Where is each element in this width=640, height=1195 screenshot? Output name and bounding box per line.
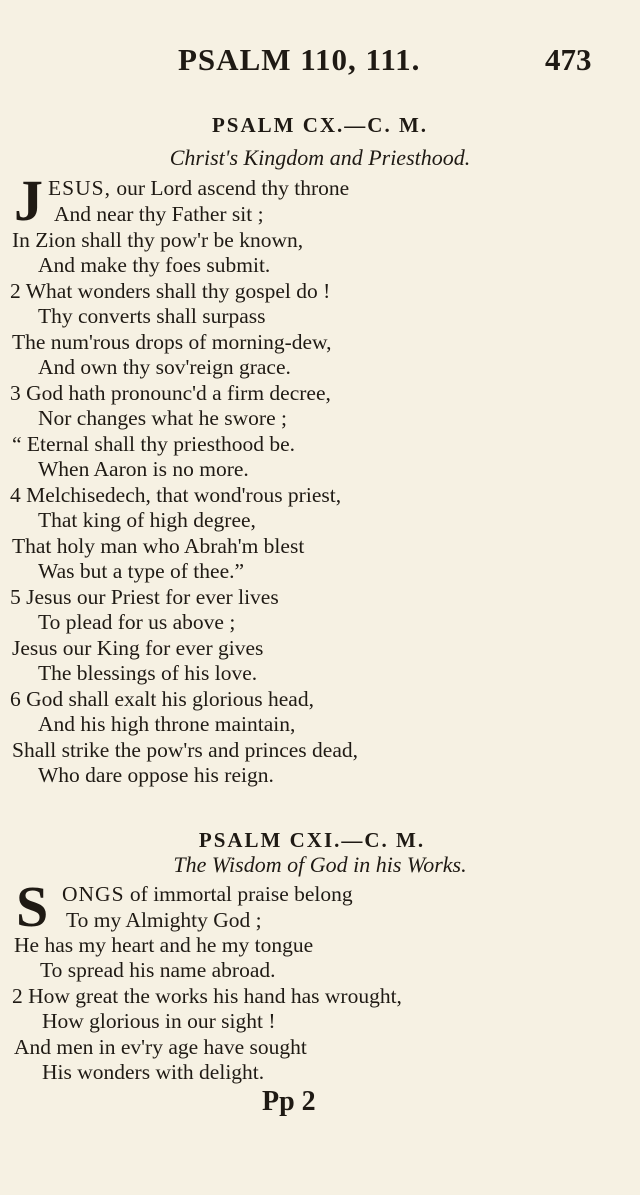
first-word-caps: ONGS	[62, 882, 125, 906]
page-number: 473	[545, 42, 592, 77]
psalm-111-dropcap: S	[16, 874, 49, 939]
psalm-110-title: PSALM CX.—C. M.	[211, 113, 429, 137]
running-header	[0, 42, 640, 82]
verse-line: 3 God hath pronounc'd a firm decree,	[10, 381, 331, 405]
verse-line: The blessings of his love.	[38, 661, 258, 685]
verse-line: 5 Jesus our Priest for ever lives	[10, 585, 279, 609]
first-line-rest: our Lord ascend thy throne	[110, 176, 350, 200]
verse-line: Shall strike the pow'rs and princes dead,	[12, 738, 358, 762]
verse-line: To spread his name abroad.	[40, 958, 276, 982]
verse-line: How glorious in our sight !	[42, 1009, 276, 1033]
verse-line: The num'rous drops of morning-dew,	[12, 330, 332, 354]
verse-line: Nor changes what he swore ;	[38, 406, 287, 430]
verse-line: That king of high degree,	[38, 508, 256, 532]
verse-line: That holy man who Abrah'm blest	[12, 534, 305, 558]
verse-line: To plead for us above ;	[38, 610, 236, 634]
psalm-111-title: PSALM CXI.—C. M.	[198, 828, 426, 852]
verse-line: Was but a type of thee.”	[38, 559, 245, 583]
psalm-111-subtitle: The Wisdom of God in his Works.	[173, 852, 467, 877]
verse-line: 4 Melchisedech, that wond'rous priest,	[10, 483, 342, 507]
first-word-caps: ESUS,	[48, 176, 111, 200]
psalm-110-dropcap: J	[14, 168, 43, 233]
verse-line: Who dare oppose his reign.	[38, 763, 274, 787]
psalm-111-first-line	[62, 882, 353, 907]
verse-line: To my Almighty God ;	[66, 908, 262, 932]
psalm-110-subtitle: Christ's Kingdom and Priesthood.	[169, 145, 471, 170]
verse-line: Jesus our King for ever gives	[12, 636, 264, 660]
verse-line: 6 God shall exalt his glorious head,	[10, 687, 314, 711]
verse-line: And men in ev'ry age have sought	[14, 1035, 307, 1059]
verse-line: And own thy sov'reign grace.	[38, 355, 291, 379]
verse-line: “ Eternal shall thy priesthood be.	[12, 432, 296, 456]
verse-line: And near thy Father sit ;	[54, 202, 264, 226]
verse-line: And make thy foes submit.	[38, 253, 271, 277]
verse-line: 2 How great the works his hand has wrought,	[12, 984, 402, 1008]
verse-line: He has my heart and he my tongue	[14, 933, 314, 957]
verse-line: 2 What wonders shall thy gospel do !	[10, 279, 331, 303]
signature-mark: Pp 2	[262, 1086, 316, 1117]
verse-line: His wonders with delight.	[42, 1060, 265, 1084]
first-line-rest: of immortal praise belong	[124, 882, 353, 906]
verse-line: In Zion shall thy pow'r be known,	[12, 228, 304, 252]
running-title: PSALM 110, 111.	[178, 42, 421, 77]
psalm-110-first-line	[48, 176, 349, 201]
verse-line: When Aaron is no more.	[38, 457, 249, 481]
verse-line: And his high throne maintain,	[38, 712, 296, 736]
verse-line: Thy converts shall surpass	[38, 304, 266, 328]
